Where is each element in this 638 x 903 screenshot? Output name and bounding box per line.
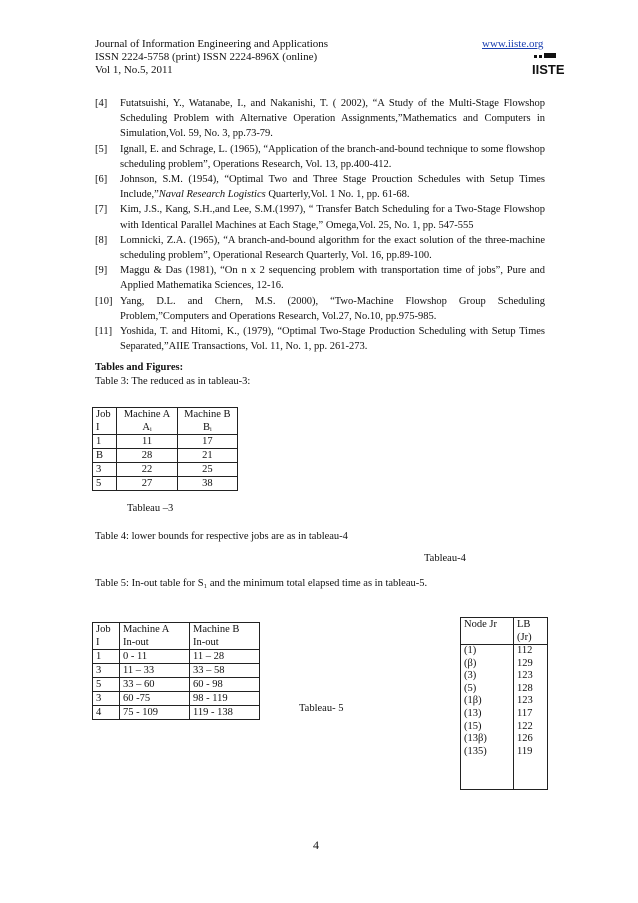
- reference-item: [7] Kim, J.S., Kang, S.H.,and Lee, S.M.(1997), “ Transfer Batch Scheduling for a Two-Stage Flowshop with Identical Parallel Machines at Each Stage,” Omega,Vol. 25, No. 1, pp. 547-555: [95, 204, 545, 231]
- website-link[interactable]: www.iiste.org: [482, 38, 544, 50]
- reference-item: [5] Ignall, E. and Schrage, L. (1965), “Application of the branch-and-bound technique to some flowshop scheduling problem”, Operations Research, Vol. 13, pp.400-412.: [95, 143, 545, 170]
- volume-line: Vol 1, No.5, 2011: [95, 64, 173, 76]
- iiste-logo-icon: [532, 53, 565, 77]
- issn-line: ISSN 2224-5758 (print) ISSN 2224-896X (online): [95, 51, 318, 63]
- table-header-row: I Aᵢ Bᵢ: [93, 421, 238, 435]
- table-header-row: Job Machine A Machine B: [93, 408, 238, 422]
- reference-item: [8] Lomnicki, Z.A. (1965), “A branch-and-bound algorithm for the exact solution of the three-machine scheduling problem”, Operational Research Quarterly, Vol. 16, pp.89-100.: [95, 234, 545, 262]
- lb-table: [460, 617, 548, 790]
- tableau4-label: Tableau-4: [424, 553, 466, 564]
- table-row: 4 75 - 109 119 - 138: [93, 706, 260, 720]
- table-row: 5 33 – 60 60 - 98: [93, 678, 260, 692]
- table-row: 3 22 25: [93, 463, 238, 477]
- table5-caption: Table 5: In-out table for S₁ and the minimum total elapsed time as in tableau-5.: [95, 578, 428, 589]
- table3: [92, 407, 238, 491]
- reference-item: [4] Futatsuishi, Y., Watanabe, I., and Nakanishi, T. ( 2002), “A Study of the Multi-Stage Flowshop Scheduling Problem with Alternative Operation Assignments,”Mathematics and Computers in Simulation,Vol. 59, No. 3, pp.73-79.: [95, 98, 545, 140]
- reference-item: [11] Yoshida, T. and Hitomi, K., (1979), “Optimal Two-Stage Production Scheduling with Setup Times Separated,”AIIE Transactions, Vol. 11, No. 1, pp. 261-273.: [95, 326, 545, 353]
- tableau3-label: Tableau –3: [127, 503, 174, 514]
- reference-item: [10] Yang, D.L. and Chern, M.S. (2000), “Two-Machine Flowshop Group Scheduling Problem,”Computers and Operations Research, Vol.27, No.10, pp.975-985.: [95, 295, 545, 322]
- table-row: 5 27 38: [93, 477, 238, 491]
- table3-caption: Table 3: The reduced as in tableau-3:: [95, 376, 251, 387]
- reference-item: [9] Maggu & Das (1981), “On n x 2 sequencing problem with transportation time of jobs”, Pure and Applied Mathematika Sciences, 12-16.: [95, 265, 545, 292]
- table-header-row: Job Machine A Machine B: [93, 623, 260, 637]
- table-row: B 28 21: [93, 449, 238, 463]
- logo-text: IISTE: [532, 62, 565, 77]
- table-row: [461, 645, 548, 790]
- tableau5-label: Tableau- 5: [299, 703, 344, 714]
- lb-value-column: 112 129 123 128 123 117 122 126 119: [514, 645, 548, 790]
- journal-title: Journal of Information Engineering and Applications: [95, 38, 329, 50]
- table-row: 1 11 17: [93, 435, 238, 449]
- table-row: 3 11 – 33 33 – 58: [93, 664, 260, 678]
- iiste-logo: [532, 53, 565, 80]
- table-row: 3 60 -75 98 - 119: [93, 692, 260, 706]
- table-row: 1 0 - 11 11 – 28: [93, 650, 260, 664]
- table5: [92, 622, 260, 720]
- page-number: 4: [313, 838, 319, 852]
- section-heading: Tables and Figures:: [95, 362, 184, 373]
- table-header-row: (Jr): [461, 631, 548, 645]
- references-list: [95, 96, 545, 354]
- lb-node-column: (1) (β) (3) (5) (1β) (13) (15) (13β) (135): [461, 645, 514, 790]
- table-header-row: Node Jr LB: [461, 618, 548, 632]
- reference-item: [6] Johnson, S.M. (1954), “Optimal Two and Three Stage Prouction Schedules with Setup Times Include,”Naval Research Logistics Quarterly,Vol. 1 No. 1, pp. 61-68.: [95, 174, 545, 201]
- table4-caption: Table 4: lower bounds for respective jobs are as in tableau-4: [95, 531, 348, 542]
- table-header-row: I In-out In-out: [93, 636, 260, 650]
